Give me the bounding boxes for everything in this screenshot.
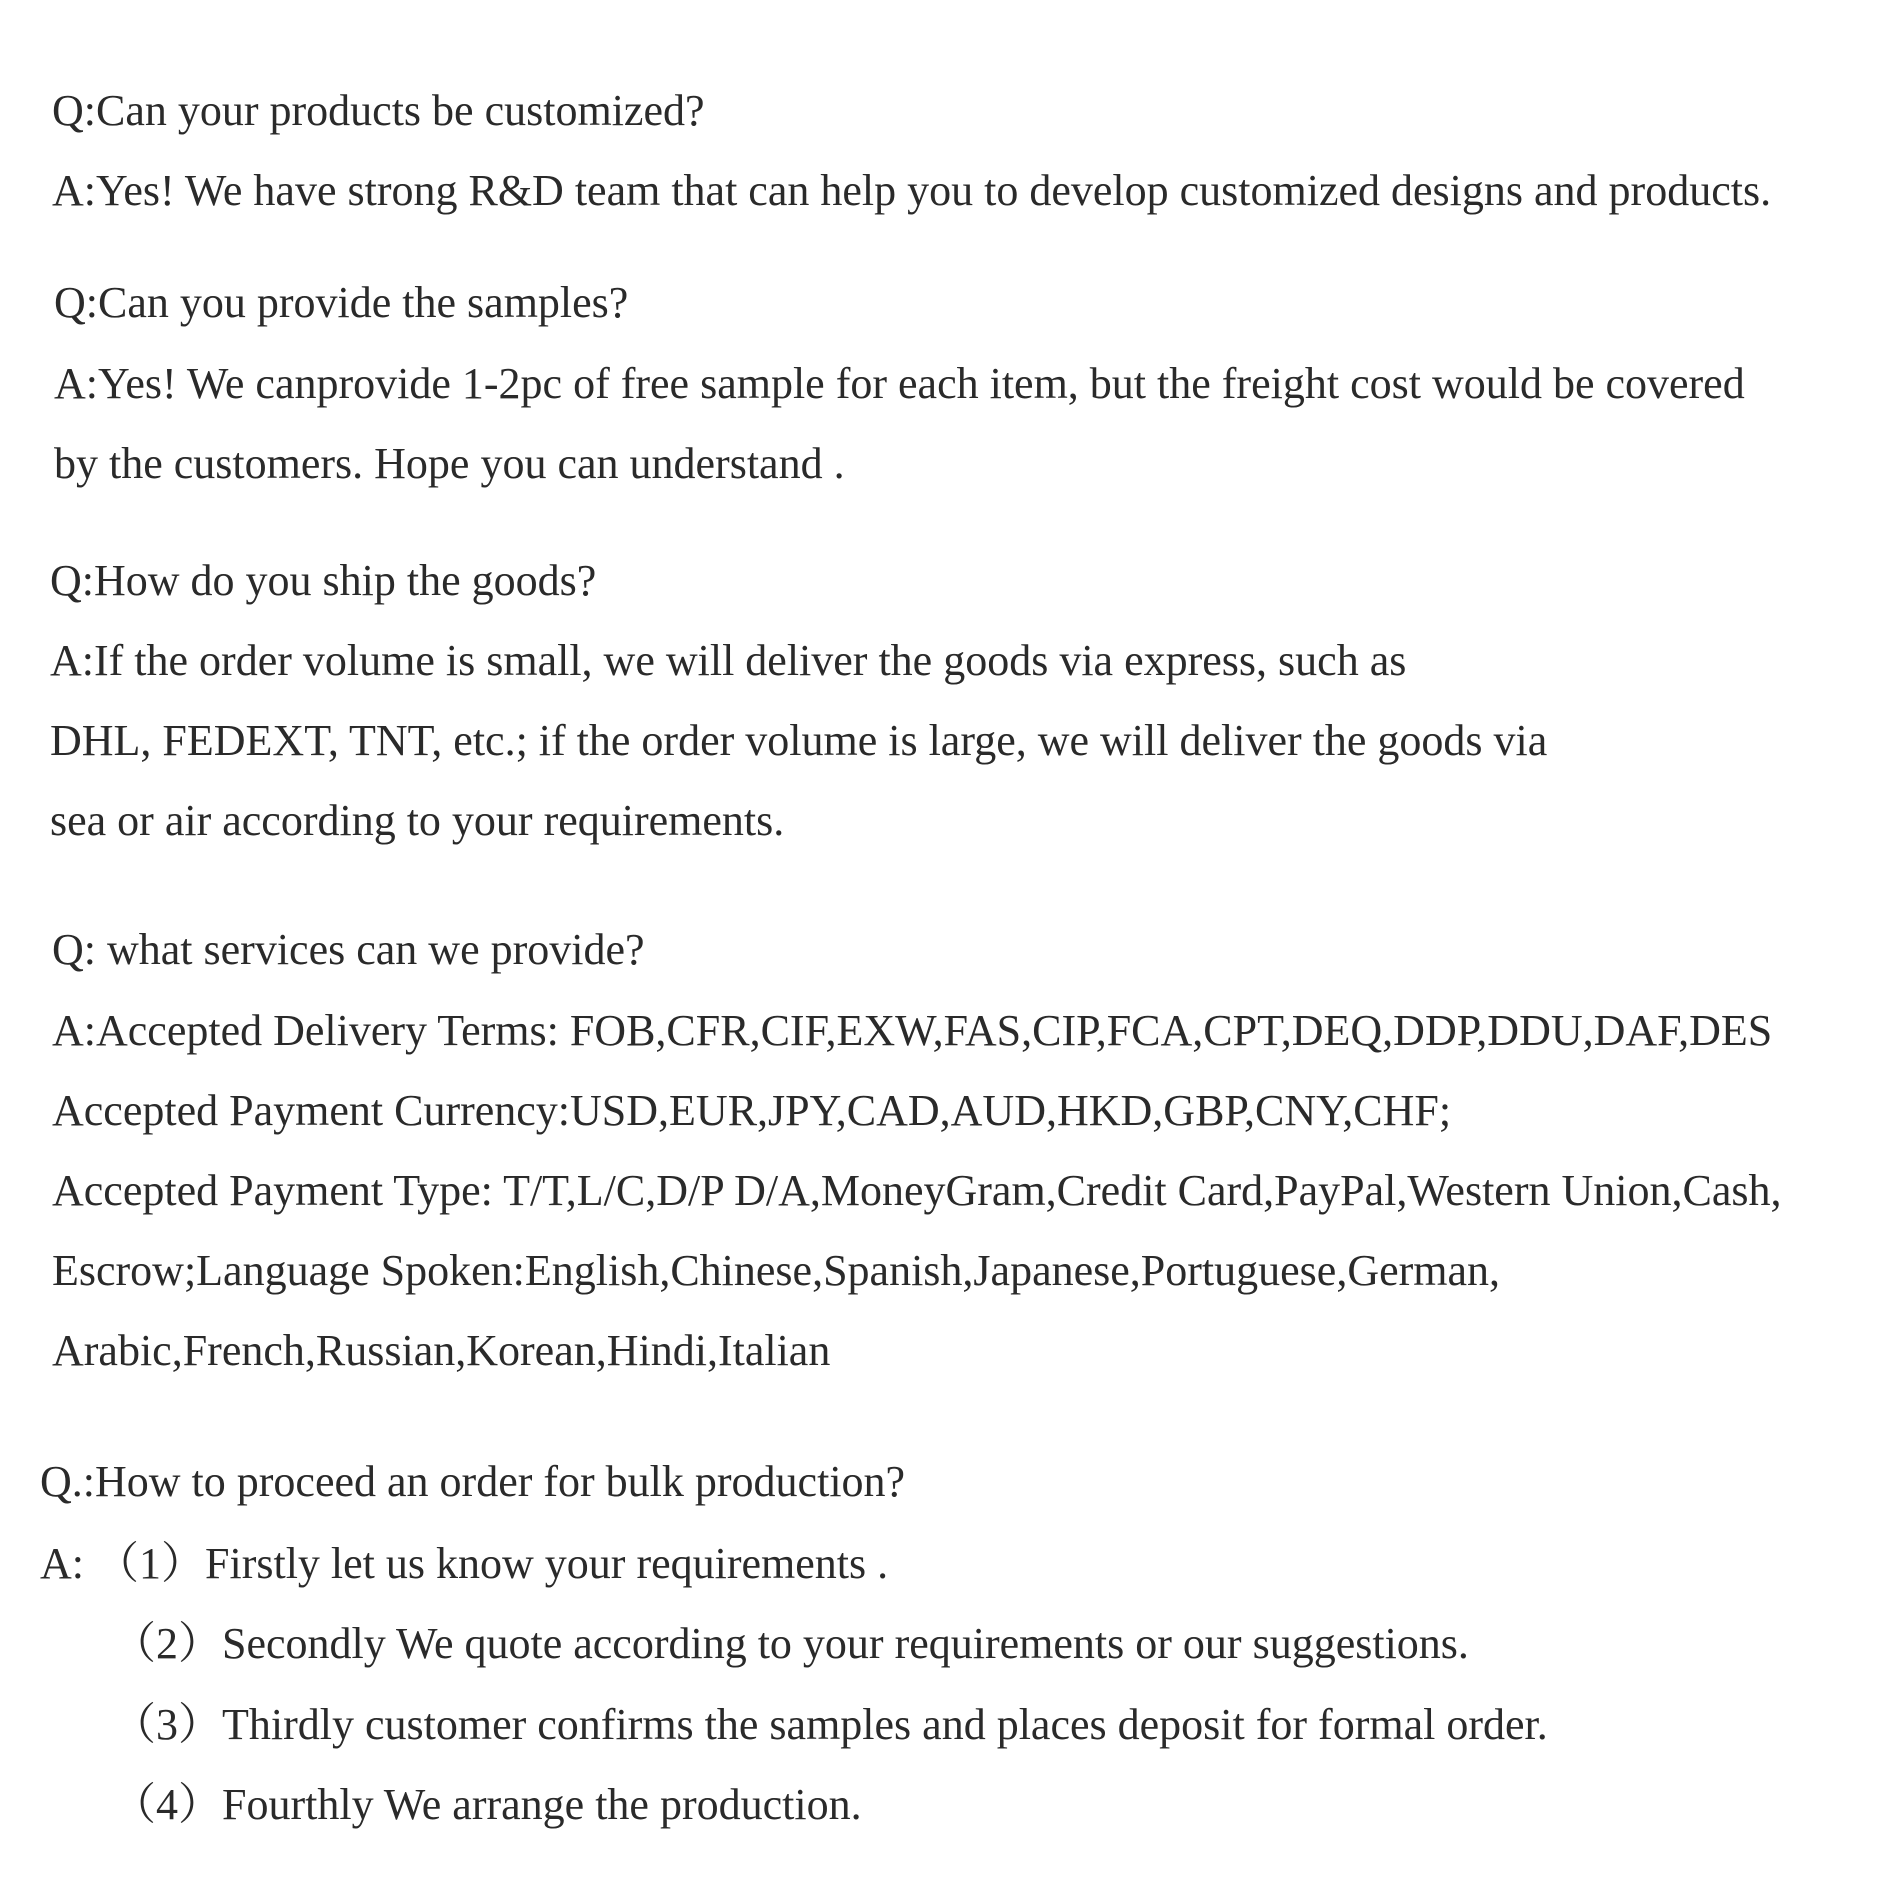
faq-answer-line: by the customers. Hope you can understand . <box>54 439 845 488</box>
faq-answer-step: （2）Secondly We quote according to your requirements or our suggestions. <box>112 1619 1469 1668</box>
faq-answer-line: A:Accepted Delivery Terms: FOB,CFR,CIF,EXW,FAS,CIP,FCA,CPT,DEQ,DDP,DDU,DAF,DES <box>52 1006 1773 1055</box>
faq-answer-line: Accepted Payment Currency:USD,EUR,JPY,CAD,AUD,HKD,GBP,CNY,CHF; <box>52 1086 1452 1135</box>
faq-question: Q:How do you ship the goods? <box>50 556 597 605</box>
faq-answer-step: A: （1）Firstly let us know your requirements . <box>40 1539 889 1588</box>
faq-question: Q.:How to proceed an order for bulk production? <box>40 1457 906 1506</box>
faq-answer-line: Escrow;Language Spoken:English,Chinese,Spanish,Japanese,Portuguese,German, <box>52 1246 1501 1295</box>
faq-answer-line: A:If the order volume is small, we will deliver the goods via express, such as <box>50 636 1407 685</box>
faq-answer-line: DHL, FEDEXT, TNT, etc.; if the order volume is large, we will deliver the goods via <box>50 716 1548 765</box>
faq-answer-line: A:Yes! We have strong R&D team that can help you to develop customized designs and products. <box>52 166 1772 215</box>
faq-answer-line: Accepted Payment Type: T/T,L/C,D/P D/A,MoneyGram,Credit Card,PayPal,Western Union,Cash, <box>52 1166 1782 1215</box>
faq-answer-step: （3）Thirdly customer confirms the samples and places deposit for formal order. <box>112 1700 1548 1749</box>
faq-answer-line: sea or air according to your requirements. <box>50 796 785 845</box>
faq-question: Q:Can your products be customized? <box>52 86 705 135</box>
faq-question: Q: what services can we provide? <box>52 925 645 974</box>
faq-answer-line: A:Yes! We canprovide 1-2pc of free sample for each item, but the freight cost would be covered <box>54 359 1745 408</box>
faq-answer-line: Arabic,French,Russian,Korean,Hindi,Italian <box>52 1326 831 1375</box>
faq-question: Q:Can you provide the samples? <box>54 278 629 327</box>
faq-answer-step: （4）Fourthly We arrange the production. <box>112 1780 862 1829</box>
